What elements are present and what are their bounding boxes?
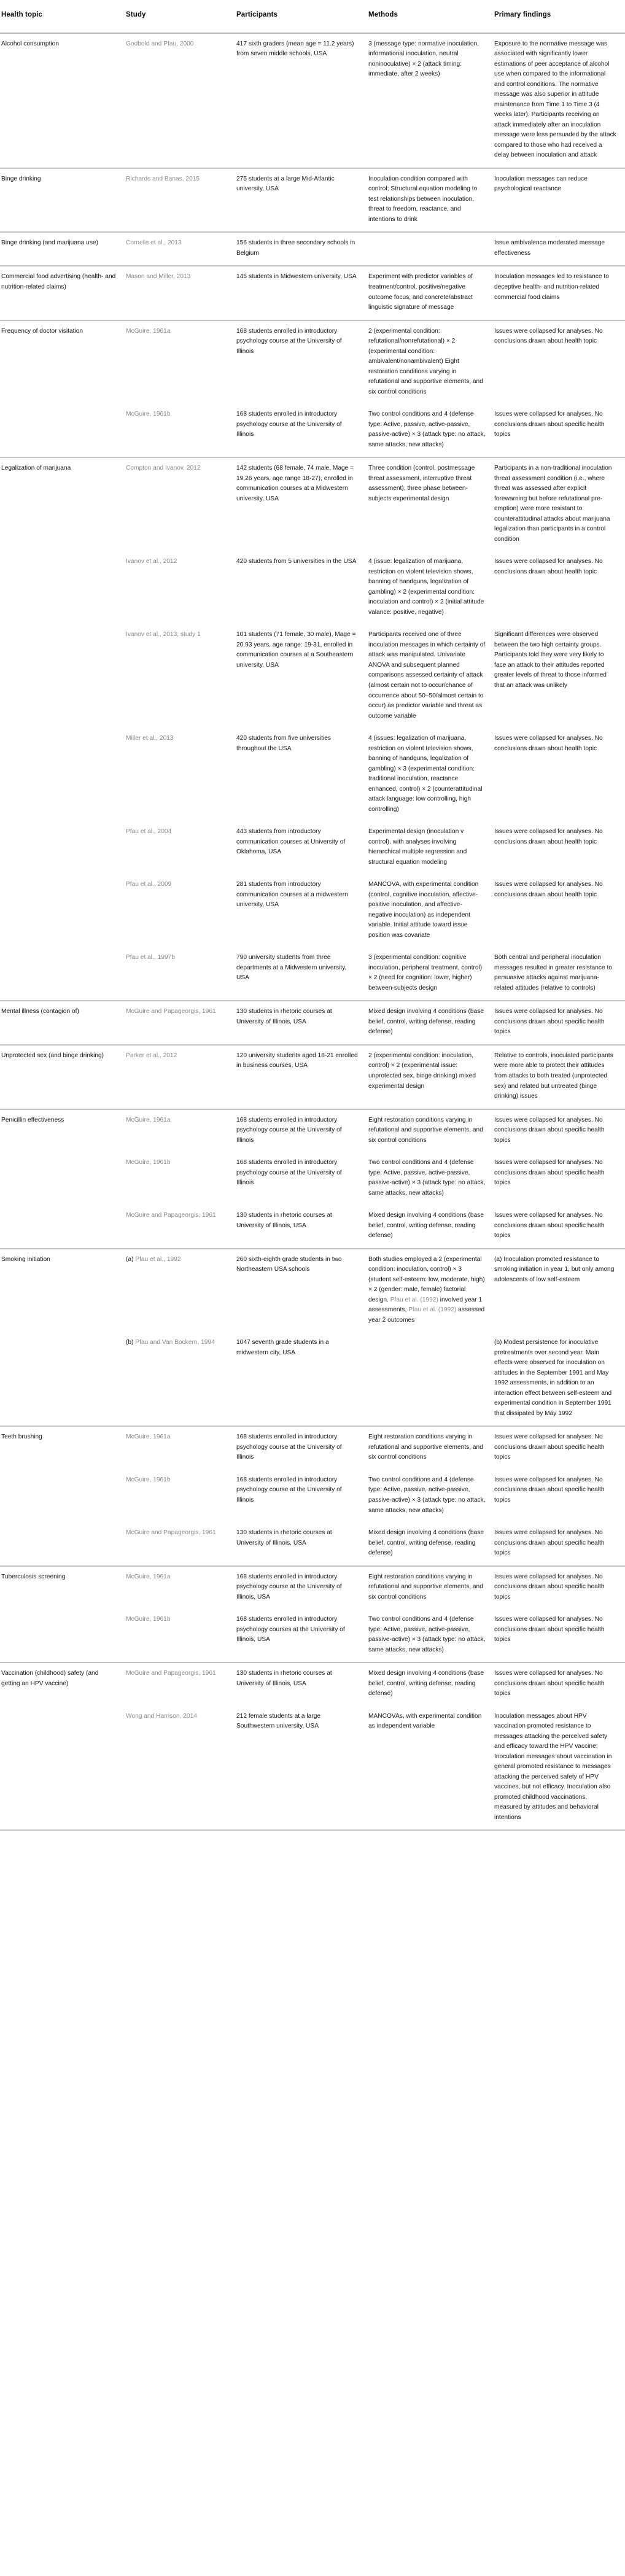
cell-health-topic: Binge drinking (and marijuana use) bbox=[0, 232, 126, 266]
study-citation-link[interactable]: Ivanov et al., 2012 bbox=[126, 558, 177, 565]
column-header-primary-findings: Primary findings bbox=[494, 11, 551, 18]
cell-primary-findings: Issues were collapsed for analyses. No conclusions drawn about health topic bbox=[494, 558, 603, 575]
cell-participants: 142 students (68 female, 74 male, Mage = 19.26 years, age range 18-27), enrolled in communication courses at a Midwestern university, USA bbox=[236, 457, 368, 551]
cell-health-topic bbox=[0, 947, 126, 1001]
cell-health-topic bbox=[0, 1152, 126, 1205]
table-header bbox=[0, 0, 625, 33]
column-header-study: Study bbox=[126, 11, 146, 18]
cell-study bbox=[126, 33, 236, 168]
cell-study bbox=[126, 1109, 236, 1153]
column-header-health-topic: Health topic bbox=[1, 11, 43, 18]
table-body bbox=[0, 33, 625, 1831]
cell-primary-findings: Issues were collapsed for analyses. No conclusions drawn about specific health topics bbox=[494, 1529, 605, 1557]
cell-health-topic bbox=[0, 1523, 126, 1566]
cell-study bbox=[126, 1152, 236, 1205]
study-citation-link[interactable]: Pfau et al., 1997b bbox=[126, 954, 175, 961]
cell-methods: 3 (message type: normative inoculation, informational inoculation, neutral noninoculative) × 2 (attack timing: immediate, after 2 weeks) bbox=[368, 40, 479, 78]
cell-study bbox=[126, 404, 236, 457]
cell-primary-findings: Issues were collapsed for analyses. No conclusions drawn about specific health topics bbox=[494, 1159, 605, 1187]
study-citation-link[interactable]: Parker et al., 2012 bbox=[126, 1052, 177, 1059]
cell-participants: 145 students in Midwestern university, USA bbox=[236, 266, 368, 320]
cell-health-topic bbox=[0, 874, 126, 947]
study-citation-link[interactable]: Cornelis et al., 2013 bbox=[126, 239, 182, 247]
cell-methods: Eight restoration conditions varying in refutational and supportive elements, and six control conditions bbox=[368, 1109, 494, 1153]
study-citation-link[interactable]: Ivanov et al., 2013; study 1 bbox=[126, 631, 201, 638]
cell-methods: MANCOVAs, with experimental condition as independent variable bbox=[368, 1712, 482, 1730]
cell-participants: 101 students (71 female, 30 male), Mage = 20.93 years, age range: 19-31, enrolled in communication courses at a Southeastern university, USA bbox=[236, 631, 356, 669]
cell-study bbox=[126, 728, 236, 821]
table-row bbox=[0, 232, 625, 266]
table-row bbox=[0, 1662, 625, 1706]
cell-health-topic bbox=[0, 624, 126, 728]
cell-health-topic: Legalization of marijuana bbox=[0, 457, 126, 551]
study-citation-link[interactable]: McGuire, 1961a bbox=[126, 1433, 171, 1441]
table-row bbox=[0, 404, 625, 457]
cell-primary-findings: Issues were collapsed for analyses. No conclusions drawn about specific health topics bbox=[494, 411, 605, 438]
cell-methods bbox=[368, 232, 494, 266]
cell-methods: Mixed design involving 4 conditions (base belief, control, writing defense, reading defense) bbox=[368, 1212, 484, 1240]
cell-primary-findings: Relative to controls, inoculated participants were more able to protect their attitudes from attacks to both treated (unprotected sex) and related but untreated (binge drinking) issues bbox=[494, 1045, 625, 1109]
cell-methods: Two control conditions and 4 (defense type: Active, passive, active-passive, passive-active) × 3 (attack type: no attack, same attacks, new attacks) bbox=[368, 411, 486, 448]
table-row bbox=[0, 1249, 625, 1333]
cell-methods: Two control conditions and 4 (defense type: Active, passive, active-passive, passive-active) × 3 (attack type: no attack, same attacks, new attacks) bbox=[368, 1476, 486, 1514]
table-row bbox=[0, 1426, 625, 1470]
cell-health-topic bbox=[0, 1609, 126, 1662]
study-citation-link[interactable]: Pfau et al., 2009 bbox=[126, 881, 172, 888]
cell-methods: Mixed design involving 4 conditions (base belief, control, writing defense, reading defense) bbox=[368, 1662, 494, 1706]
study-citation-link[interactable]: McGuire and Papageorgis, 1961 bbox=[126, 1212, 216, 1219]
cell-methods: Inoculation condition compared with control; Structural equation modeling to test relationships between inoculation, threat to freedom, reactance, and intentions to drink bbox=[368, 168, 494, 233]
study-citation-link[interactable]: McGuire, 1961b bbox=[126, 411, 171, 418]
column-header-participants: Participants bbox=[236, 11, 278, 18]
study-enumeration-label: (a) bbox=[126, 1255, 136, 1263]
cell-study bbox=[126, 266, 236, 320]
cell-study bbox=[126, 1566, 236, 1610]
cell-methods: MANCOVA, with experimental condition (control, cognitive inoculation, affective-positive inoculation, and affective-negative inoculation) as independent variable. Initial attitude toward issue position was covariate bbox=[368, 881, 479, 939]
cell-primary-findings: Significant differences were observed between the two high certainty groups. Participants told they were very likely to face an attack to their attitudes reported greater levels of threat to those informed that an attack was unlikely bbox=[494, 631, 607, 689]
methods-text: Both studies employed a 2 (experimental condition: inoculation, control) × 3 (student self-esteem: low, moderate, high) × 2 (gender: male, female) factorial design. bbox=[368, 1255, 485, 1303]
cell-study bbox=[126, 1523, 236, 1566]
table-row bbox=[0, 168, 625, 233]
cell-primary-findings: Issues were collapsed for analyses. No conclusions drawn about health topic bbox=[494, 828, 603, 845]
cell-study bbox=[126, 1001, 236, 1045]
study-citation-link[interactable]: Wong and Harrison, 2014 bbox=[126, 1712, 197, 1720]
cell-study bbox=[126, 320, 236, 405]
cell-health-topic bbox=[0, 728, 126, 821]
study-citation-link[interactable]: Pfau and Van Bockern, 1994 bbox=[135, 1339, 215, 1346]
cell-participants: 275 students at a large Mid-Atlantic university, USA bbox=[236, 168, 368, 233]
cell-participants: 130 students in rhetoric courses at University of Illinois, USA bbox=[236, 1001, 368, 1045]
study-citation-link[interactable]: Mason and Miller, 2013 bbox=[126, 273, 191, 281]
cell-participants: 168 students enrolled in introductory psychology course at the University of Illinois bbox=[236, 1109, 368, 1153]
cell-study bbox=[126, 1470, 236, 1523]
cell-primary-findings: Issues were collapsed for analyses. No conclusions drawn about specific health topics bbox=[494, 1212, 605, 1240]
study-citation-link[interactable]: Pfau et al., 1992 bbox=[135, 1255, 181, 1263]
table-row bbox=[0, 821, 625, 874]
cell-study bbox=[126, 1332, 236, 1426]
cell-study bbox=[126, 551, 236, 624]
study-enumeration-label: (b) bbox=[126, 1339, 136, 1346]
cell-methods: Eight restoration conditions varying in refutational and supportive elements, and six control conditions bbox=[368, 1566, 494, 1610]
cell-study bbox=[126, 1609, 236, 1662]
cell-primary-findings: Issues were collapsed for analyses. No conclusions drawn about health topic bbox=[494, 881, 603, 898]
footer-rule bbox=[0, 1830, 625, 1832]
table-row bbox=[0, 947, 625, 1001]
cell-methods: 3 (experimental condition: cognitive inoculation, peripheral treatment, control) × 2 (need for cognition: lower, higher) between-subjects design bbox=[368, 954, 483, 991]
cell-methods bbox=[368, 1249, 494, 1333]
study-citation-link[interactable]: McGuire and Papageorgis, 1961 bbox=[126, 1529, 216, 1537]
cell-health-topic: Binge drinking bbox=[0, 168, 126, 233]
table-row bbox=[0, 33, 625, 168]
cell-study bbox=[126, 168, 236, 233]
cell-participants: 168 students enrolled in introductory psychology course at the University of Illinois bbox=[236, 320, 368, 405]
cell-methods: Two control conditions and 4 (defense type: Active, passive, active-passive, passive-active) × 3 (attack type: no attack, same attacks, new attacks) bbox=[368, 1616, 486, 1653]
cell-participants: 130 students in rhetoric courses at University of Illinois, USA bbox=[236, 1529, 332, 1546]
cell-participants: 168 students enrolled in introductory psychology course at the University of Illinois bbox=[236, 1476, 342, 1503]
cell-study bbox=[126, 947, 236, 1001]
cell-primary-findings: Issues were collapsed for analyses. No conclusions drawn about specific health topics bbox=[494, 1662, 625, 1706]
table-row bbox=[0, 1566, 625, 1610]
cell-health-topic: Penicillin effectiveness bbox=[0, 1109, 126, 1153]
cell-methods: 4 (issue: legalization of marijuana, restriction on violent television shows, banning of handguns, legalization of gambling) × 2 (experimental condition: inoculation and control) × 2 (initial attitude valance: positive, negative) bbox=[368, 558, 484, 616]
cell-study bbox=[126, 874, 236, 947]
cell-participants: 130 students in rhetoric courses at University of Illinois, USA bbox=[236, 1662, 368, 1706]
table-row bbox=[0, 624, 625, 728]
column-header-methods: Methods bbox=[368, 11, 398, 18]
cell-health-topic bbox=[0, 1470, 126, 1523]
cell-primary-findings: Issues were collapsed for analyses. No conclusions drawn about health topic bbox=[494, 320, 625, 405]
cell-methods: Mixed design involving 4 conditions (base belief, control, writing defense, reading defense) bbox=[368, 1529, 484, 1557]
cell-study bbox=[126, 1662, 236, 1706]
table-row bbox=[0, 1523, 625, 1566]
table-row bbox=[0, 1109, 625, 1153]
study-citation-link[interactable]: McGuire, 1961a bbox=[126, 1573, 171, 1580]
cell-participants: 417 sixth graders (mean age = 11.2 years) from seven middle schools, USA bbox=[236, 40, 354, 58]
cell-methods: 2 (experimental condition: refutational/nonrefutational) × 2 (experimental condition: ambivalent/nonambivalent) Eight restoration conditions varying in refutational and supportive elements, and six control conditions bbox=[368, 320, 494, 405]
table-row bbox=[0, 1152, 625, 1205]
study-citation-link[interactable]: McGuire and Papageorgis, 1961 bbox=[126, 1008, 216, 1015]
methods-text: involved year 1 assessments, bbox=[368, 1296, 483, 1314]
cell-primary-findings: Exposure to the normative message was associated with significantly lower estimations of peer acceptance of alcohol use when compared to the informational and control conditions. The normative message was also superior in attitude maintenance from Time 1 to Time 3 (4 weeks later). Participants receiving an attack immediately after an inoculation message were less persuaded by the attack compared to those who had received a delay between inoculation and attack bbox=[494, 40, 616, 159]
cell-study bbox=[126, 1205, 236, 1249]
cell-primary-findings: Both central and peripheral inoculation messages resulted in greater resistance to persuasive attacks against marijuana-related attitudes (relative to controls) bbox=[494, 954, 612, 991]
study-citation-link[interactable]: McGuire, 1961b bbox=[126, 1476, 171, 1483]
cell-health-topic: Teeth brushing bbox=[0, 1426, 126, 1470]
cell-health-topic bbox=[0, 821, 126, 874]
table-row bbox=[0, 874, 625, 947]
methods-citation-link[interactable]: Pfau et al. (1992) bbox=[408, 1306, 457, 1314]
table-row bbox=[0, 1332, 625, 1426]
methods-text: assessed year 2 outcomes bbox=[368, 1306, 485, 1324]
table-row bbox=[0, 1706, 625, 1831]
cell-participants: 212 female students at a large Southwestern university, USA bbox=[236, 1712, 321, 1730]
cell-participants: 790 university students from three departments at a Midwestern university, USA bbox=[236, 954, 347, 982]
cell-study bbox=[126, 1426, 236, 1470]
cell-methods: Two control conditions and 4 (defense type: Active, passive, active-passive, passive-active) × 3 (attack type: no attack, same attacks, new attacks) bbox=[368, 1159, 486, 1197]
cell-methods: Eight restoration conditions varying in refutational and supportive elements, and six control conditions bbox=[368, 1426, 494, 1470]
table-row bbox=[0, 1205, 625, 1249]
cell-study bbox=[126, 232, 236, 266]
cell-health-topic: Unprotected sex (and binge drinking) bbox=[0, 1045, 126, 1109]
cell-health-topic bbox=[0, 1332, 126, 1426]
cell-participants: 1047 seventh grade students in a midwestern city, USA bbox=[236, 1339, 329, 1356]
cell-study bbox=[126, 821, 236, 874]
cell-health-topic: Alcohol consumption bbox=[1, 40, 60, 47]
cell-participants: 281 students from introductory communication courses at a midwestern university, USA bbox=[236, 881, 348, 909]
cell-health-topic bbox=[0, 1706, 126, 1831]
study-citation-link[interactable]: McGuire and Papageorgis, 1961 bbox=[126, 1670, 216, 1677]
cell-methods bbox=[368, 1332, 494, 1426]
cell-primary-findings: (a) Inoculation promoted resistance to smoking initiation in year 1, but only among adolescents of low self-esteem bbox=[494, 1249, 625, 1333]
table-row bbox=[0, 266, 625, 320]
table-footer-rule bbox=[0, 1830, 625, 1832]
cell-health-topic bbox=[0, 404, 126, 457]
cell-health-topic: Mental illness (contagion of) bbox=[0, 1001, 126, 1045]
cell-health-topic: Frequency of doctor visitation bbox=[0, 320, 126, 405]
study-citation-link[interactable]: McGuire, 1961b bbox=[126, 1159, 171, 1166]
cell-participants: 168 students enrolled in introductory psychology course at the University of Illinois bbox=[236, 411, 342, 438]
cell-methods: 2 (experimental condition: inoculation, control) × 2 (experimental issue: unprotected sex, binge drinking) mixed experimental design bbox=[368, 1045, 494, 1109]
study-citation-link[interactable]: McGuire, 1961b bbox=[126, 1616, 171, 1623]
cell-participants: 168 students enrolled in introductory psychology courses at the University of Illinois, USA bbox=[236, 1616, 345, 1643]
cell-primary-findings: Issues were collapsed for analyses. No conclusions drawn about specific health topics bbox=[494, 1001, 625, 1045]
cell-study bbox=[126, 624, 236, 728]
cell-primary-findings: Inoculation messages about HPV vaccination promoted resistance to messages attacking the perceived safety and efficacy toward the HPV vaccine; Inoculation messages about vaccination in general promoted resistance to messages attacking the perceived safety of HPV vaccines, but not efficacy. Inoculation also promoted childhood vaccinations, measured by attitudes and behavioral intentions bbox=[494, 1712, 612, 1821]
cell-primary-findings: Issues were collapsed for analyses. No conclusions drawn about health topic bbox=[494, 735, 603, 752]
cell-participants: 420 students from five universities throughout the USA bbox=[236, 735, 332, 752]
study-citation-link[interactable]: Godbold and Pfau, 2000 bbox=[126, 40, 194, 47]
cell-primary-findings: Participants in a non-traditional inoculation threat assessment condition (i.e., where threat was assessed after explicit forewarning but before refutational pre-emption) were more resistant to counterattitudinal attacks about marijuana legalization than participants in a control condition bbox=[494, 457, 625, 551]
cell-primary-findings: Inoculation messages led to resistance to deceptive health- and nutrition-related commercial food claims bbox=[494, 266, 625, 320]
cell-methods: 4 (issues: legalization of marijuana, restriction on violent television shows, banning of handguns, legalization of gambling) × 3 (experimental condition: traditional inoculation, reactance enhanced, control) × 2 (counterattitudinal attack language: low controlling, high controlling) bbox=[368, 735, 483, 813]
cell-participants: 168 students enrolled in introductory psychology course at the University of Illinois bbox=[236, 1426, 368, 1470]
table-row bbox=[0, 1609, 625, 1662]
cell-health-topic: Commercial food advertising (health- and nutrition-related claims) bbox=[0, 266, 126, 320]
cell-methods: Participants received one of three inoculation messages in which certainty of attack was manipulated. Univariate ANOVA and subsequent planned comparisons assessed certainty of attack (almost certain not to occur/chance of occurrence about 50–50/almost certain to occur) as predictor variable and threat as outcome variable bbox=[368, 631, 486, 720]
study-citation-link[interactable]: McGuire, 1961a bbox=[126, 327, 171, 335]
cell-health-topic bbox=[0, 551, 126, 624]
table-row bbox=[0, 320, 625, 405]
cell-primary-findings: Inoculation messages can reduce psychological reactance bbox=[494, 168, 625, 233]
cell-primary-findings: Issue ambivalence moderated message effectiveness bbox=[494, 232, 625, 266]
cell-health-topic: Tuberculosis screening bbox=[0, 1566, 126, 1610]
table-row bbox=[0, 1045, 625, 1109]
table-header-row bbox=[0, 0, 625, 33]
cell-primary-findings: Issues were collapsed for analyses. No conclusions drawn about specific health topics bbox=[494, 1476, 605, 1503]
cell-health-topic: Smoking initiation bbox=[0, 1249, 126, 1333]
table-row bbox=[0, 551, 625, 624]
cell-primary-findings: Issues were collapsed for analyses. No conclusions drawn about specific health topics bbox=[494, 1109, 625, 1153]
study-citation-link[interactable]: Compton and Ivanov, 2012 bbox=[126, 465, 201, 472]
cell-methods: Experiment with predictor variables of treatment/control, positive/negative outcome focus, and concrete/abstract linguistic signature of message bbox=[368, 266, 494, 320]
cell-participants: 420 students from 5 universities in the USA bbox=[236, 558, 357, 565]
cell-methods: Three condition (control, postmessage threat assessment, interruptive threat assessment), three phase between-subjects experimental design bbox=[368, 457, 494, 551]
cell-study bbox=[126, 1249, 236, 1333]
cell-study bbox=[126, 1706, 236, 1831]
cell-health-topic bbox=[0, 1205, 126, 1249]
table-row bbox=[0, 1470, 625, 1523]
cell-study bbox=[126, 457, 236, 551]
cell-participants: 168 students enrolled in introductory psychology course at the University of Illinois bbox=[236, 1159, 342, 1187]
cell-participants: 120 university students aged 18-21 enrolled in business courses, USA bbox=[236, 1045, 368, 1109]
cell-methods: Experimental design (inoculation v control), with analyses involving hierarchical multiple regression and structural equation modeling bbox=[368, 828, 467, 866]
methods-citation-link[interactable]: Pfau et al. (1992) bbox=[390, 1296, 438, 1303]
cell-participants: 130 students in rhetoric courses at University of Illinois, USA bbox=[236, 1212, 332, 1229]
cell-participants: 168 students enrolled in introductory psychology course at the University of Illinois, USA bbox=[236, 1566, 368, 1610]
cell-primary-findings: Issues were collapsed for analyses. No conclusions drawn about specific health topics bbox=[494, 1616, 605, 1643]
cell-primary-findings: (b) Modest persistence for inoculative pretreatments over second year. Main effects were observed for inoculation on attitudes in the September 1991 and May 1992 assessments, in addition to an interaction effect between self-esteem and experimental condition in September 1991 that dissipated by May 1992 bbox=[494, 1339, 612, 1417]
table-row bbox=[0, 728, 625, 821]
study-citation-link[interactable]: Richards and Banas, 2015 bbox=[126, 175, 200, 182]
cell-participants: 260 sixth-eighth grade students in two Northeastern USA schools bbox=[236, 1249, 368, 1333]
cell-primary-findings: Issues were collapsed for analyses. No conclusions drawn about specific health topics bbox=[494, 1566, 625, 1610]
table-row bbox=[0, 457, 625, 551]
study-citation-link[interactable]: Miller et al., 2013 bbox=[126, 735, 174, 742]
cell-health-topic: Vaccination (childhood) safety (and getting an HPV vaccine) bbox=[0, 1662, 126, 1706]
study-citation-link[interactable]: McGuire, 1961a bbox=[126, 1116, 171, 1123]
cell-primary-findings: Issues were collapsed for analyses. No conclusions drawn about specific health topics bbox=[494, 1426, 625, 1470]
cell-participants: 443 students from introductory communication courses at University of Oklahoma, USA bbox=[236, 828, 346, 856]
cell-study bbox=[126, 1045, 236, 1109]
study-citation-link[interactable]: Pfau et al., 2004 bbox=[126, 828, 172, 836]
cell-methods: Mixed design involving 4 conditions (base belief, control, writing defense, reading defense) bbox=[368, 1001, 494, 1045]
table-row bbox=[0, 1001, 625, 1045]
cell-participants: 156 students in three secondary schools in Belgium bbox=[236, 232, 368, 266]
